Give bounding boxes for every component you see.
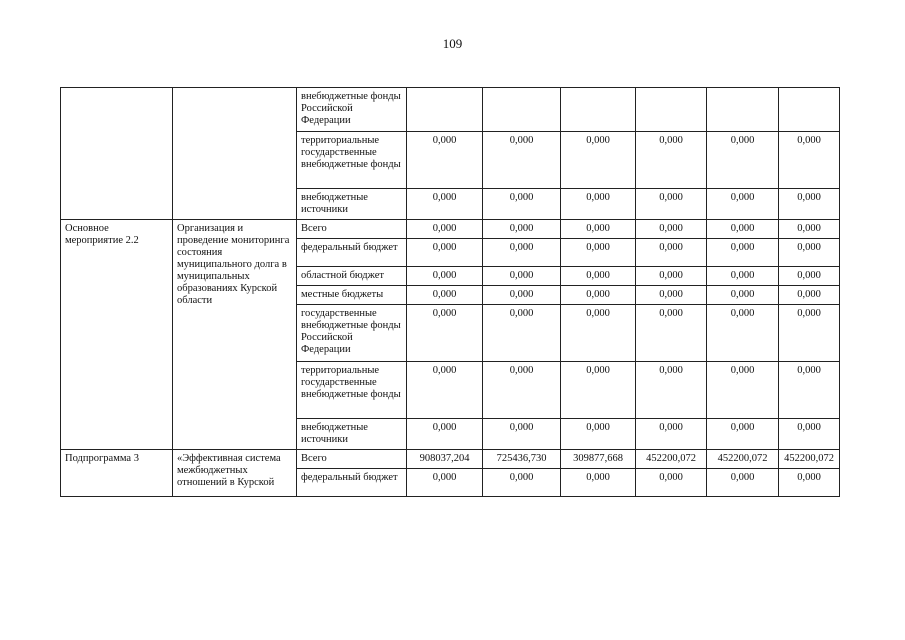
- amount-cell: 452200,072: [779, 450, 840, 469]
- amount-cell: 0,000: [707, 469, 779, 497]
- amount-cell: 0,000: [636, 220, 707, 239]
- amount-cell: 0,000: [779, 267, 840, 286]
- funding-source-cell: Всего: [297, 450, 407, 469]
- funding-source-cell: территориальные государственные внебюджетные фонды: [297, 362, 407, 419]
- amount-cell: 0,000: [779, 239, 840, 267]
- amount-cell: 0,000: [561, 286, 636, 305]
- amount-cell: 0,000: [407, 286, 483, 305]
- amount-cell: 0,000: [636, 189, 707, 220]
- budget-table: [60, 87, 840, 497]
- amount-cell: [707, 88, 779, 132]
- amount-cell: 0,000: [636, 362, 707, 419]
- amount-cell: 0,000: [779, 362, 840, 419]
- amount-cell: 0,000: [707, 189, 779, 220]
- amount-cell: 0,000: [636, 239, 707, 267]
- status-cell: Основное мероприятие 2.2: [61, 220, 173, 450]
- amount-cell: 0,000: [561, 362, 636, 419]
- amount-cell: 0,000: [407, 239, 483, 267]
- amount-cell: 0,000: [561, 132, 636, 189]
- amount-cell: 0,000: [483, 419, 561, 450]
- amount-cell: 0,000: [483, 305, 561, 362]
- amount-cell: 0,000: [483, 286, 561, 305]
- funding-source-cell: территориальные государственные внебюджетные фонды: [297, 132, 407, 189]
- program-name-cell: «Эффективная система межбюджетных отношений в Курской: [173, 450, 297, 497]
- amount-cell: 0,000: [636, 132, 707, 189]
- amount-cell: 0,000: [707, 239, 779, 267]
- amount-cell: 0,000: [636, 469, 707, 497]
- amount-cell: 0,000: [779, 220, 840, 239]
- amount-cell: 0,000: [707, 267, 779, 286]
- amount-cell: 0,000: [407, 469, 483, 497]
- amount-cell: 0,000: [707, 362, 779, 419]
- amount-cell: [483, 88, 561, 132]
- amount-cell: 0,000: [636, 267, 707, 286]
- amount-cell: 0,000: [636, 305, 707, 362]
- amount-cell: 0,000: [707, 419, 779, 450]
- funding-source-cell: государственные внебюджетные фонды Российской Федерации: [297, 305, 407, 362]
- amount-cell: 0,000: [561, 239, 636, 267]
- amount-cell: 0,000: [561, 469, 636, 497]
- amount-cell: 0,000: [407, 220, 483, 239]
- amount-cell: 0,000: [707, 305, 779, 362]
- status-cell: [61, 88, 173, 220]
- amount-cell: 0,000: [707, 220, 779, 239]
- amount-cell: 0,000: [561, 220, 636, 239]
- amount-cell: 0,000: [636, 286, 707, 305]
- amount-cell: 908037,204: [407, 450, 483, 469]
- amount-cell: 0,000: [779, 189, 840, 220]
- table-row: [61, 450, 840, 469]
- amount-cell: 309877,668: [561, 450, 636, 469]
- program-name-cell: [173, 88, 297, 220]
- amount-cell: 0,000: [779, 419, 840, 450]
- amount-cell: 0,000: [561, 189, 636, 220]
- amount-cell: [561, 88, 636, 132]
- amount-cell: 0,000: [407, 189, 483, 220]
- amount-cell: 0,000: [779, 469, 840, 497]
- funding-source-cell: федеральный бюджет: [297, 469, 407, 497]
- amount-cell: 0,000: [483, 362, 561, 419]
- amount-cell: 0,000: [561, 267, 636, 286]
- funding-source-cell: областной бюджет: [297, 267, 407, 286]
- amount-cell: 0,000: [407, 362, 483, 419]
- funding-source-cell: Всего: [297, 220, 407, 239]
- amount-cell: 0,000: [483, 220, 561, 239]
- amount-cell: 0,000: [779, 132, 840, 189]
- funding-source-cell: внебюджетные источники: [297, 189, 407, 220]
- amount-cell: 0,000: [636, 419, 707, 450]
- amount-cell: 0,000: [407, 132, 483, 189]
- page-number: 109: [442, 36, 463, 51]
- status-cell: Подпрограмма 3: [61, 450, 173, 497]
- amount-cell: 0,000: [483, 267, 561, 286]
- amount-cell: 0,000: [561, 305, 636, 362]
- amount-cell: 0,000: [483, 132, 561, 189]
- amount-cell: [636, 88, 707, 132]
- amount-cell: 0,000: [561, 419, 636, 450]
- program-name-cell: Организация и проведение мониторинга состояния муниципального долга в муниципальных образованиях Курской области: [173, 220, 297, 450]
- amount-cell: 0,000: [407, 305, 483, 362]
- funding-source-cell: внебюджетные источники: [297, 419, 407, 450]
- amount-cell: [407, 88, 483, 132]
- amount-cell: 0,000: [407, 267, 483, 286]
- funding-source-cell: местные бюджеты: [297, 286, 407, 305]
- funding-source-cell: федеральный бюджет: [297, 239, 407, 267]
- amount-cell: 725436,730: [483, 450, 561, 469]
- amount-cell: 0,000: [483, 239, 561, 267]
- amount-cell: 0,000: [779, 305, 840, 362]
- amount-cell: 0,000: [483, 469, 561, 497]
- funding-source-cell: внебюджетные фонды Российской Федерации: [297, 88, 407, 132]
- amount-cell: 0,000: [407, 419, 483, 450]
- amount-cell: 0,000: [483, 189, 561, 220]
- table-row: [61, 88, 840, 132]
- amount-cell: [779, 88, 840, 132]
- amount-cell: 452200,072: [636, 450, 707, 469]
- amount-cell: 0,000: [779, 286, 840, 305]
- amount-cell: 452200,072: [707, 450, 779, 469]
- amount-cell: 0,000: [707, 286, 779, 305]
- amount-cell: 0,000: [707, 132, 779, 189]
- table-row: [61, 220, 840, 239]
